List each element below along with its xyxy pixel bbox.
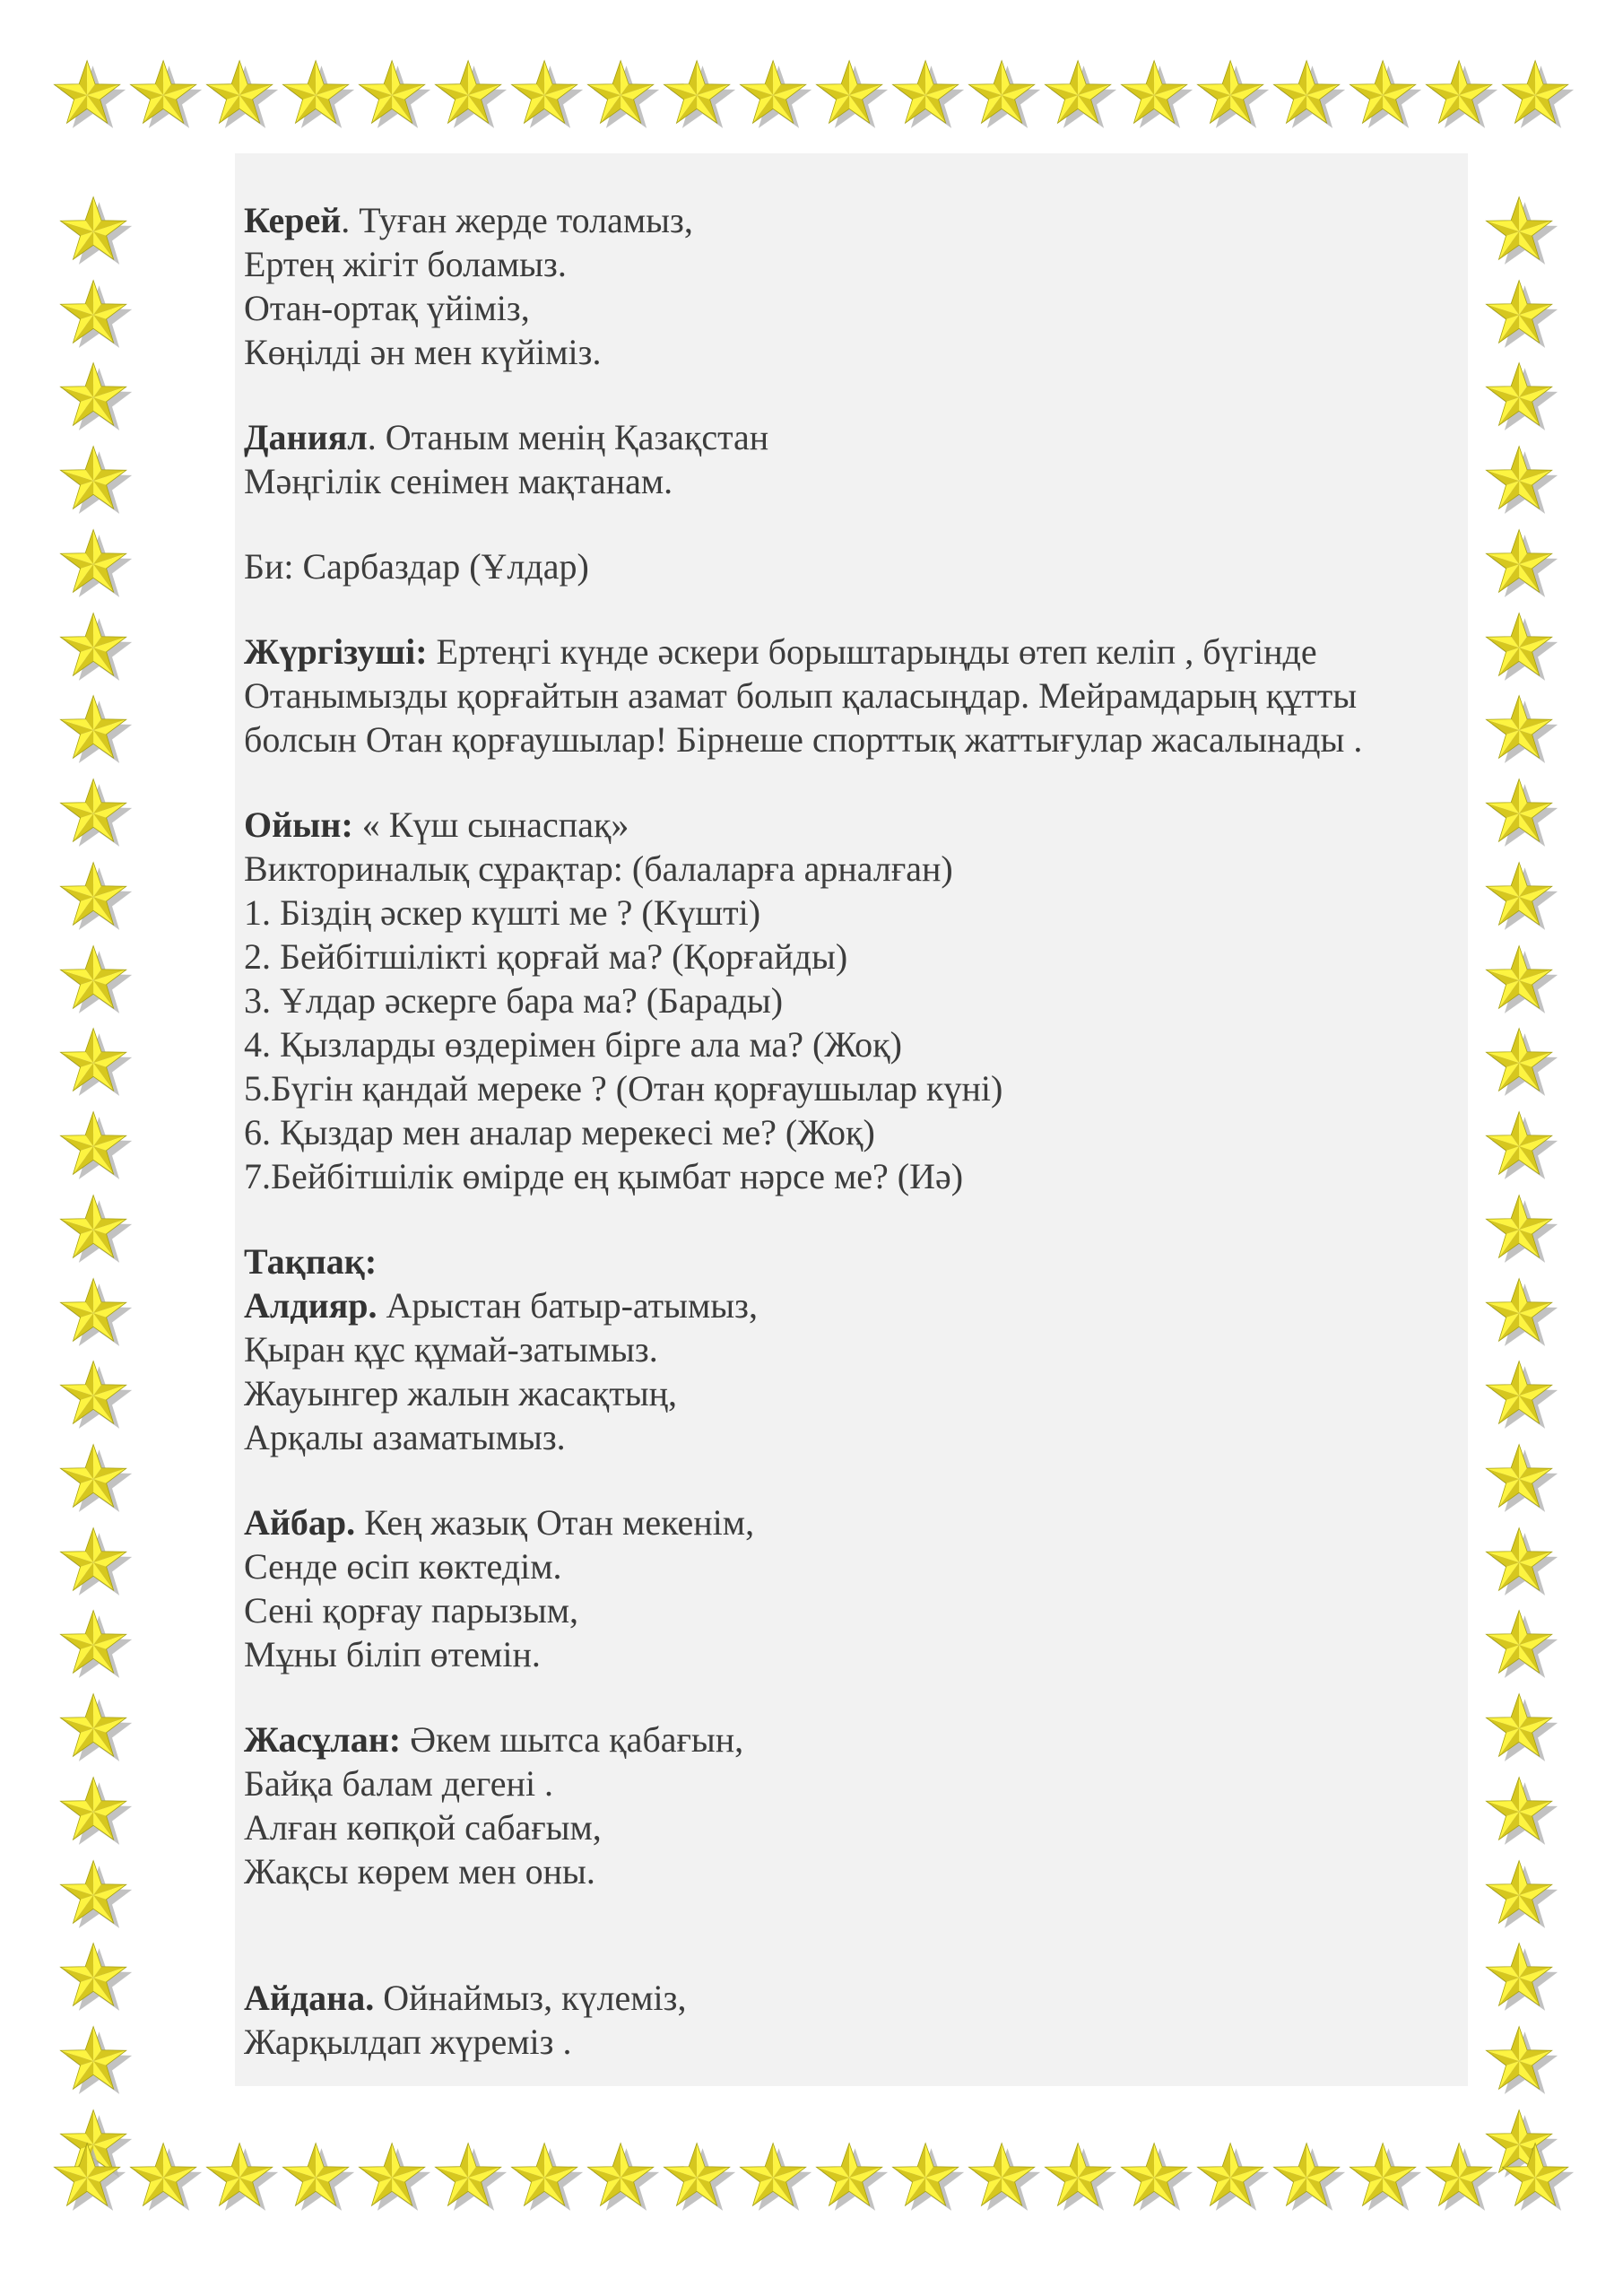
star-icon [1483, 1776, 1559, 1852]
star-icon [57, 1942, 134, 2018]
star-icon [51, 2142, 127, 2218]
star-border-top [51, 59, 1575, 136]
star-icon [127, 59, 204, 135]
star-icon [1483, 279, 1559, 355]
star-icon [57, 1443, 134, 1519]
star-icon [57, 196, 134, 272]
star-icon [1499, 2142, 1575, 2218]
text-line: 1. Біздің әскер күшті ме ? (Күшті) [244, 892, 761, 933]
star-icon [57, 1194, 134, 1270]
text-line: Қыран құс құмай-затымыз. [244, 1329, 658, 1370]
text-block [244, 415, 1436, 503]
star-icon [1194, 59, 1271, 135]
star-icon [890, 59, 966, 135]
star-icon [1483, 2025, 1559, 2101]
speaker-name: Ойын: [244, 804, 353, 845]
star-icon [890, 2142, 966, 2218]
star-icon [1483, 196, 1559, 272]
star-icon [57, 279, 134, 355]
speaker-name: Алдияр. [244, 1285, 378, 1326]
text-line: Керей. Туған жерде толамыз, [244, 200, 693, 240]
star-icon [1483, 1609, 1559, 1685]
speaker-name: Даниял [244, 417, 368, 457]
text-line: Жасұлан: Әкем шытса қабағын, [244, 1719, 744, 1760]
star-icon [57, 1776, 134, 1852]
text-line: Жауынгер жалын жасақтың, [244, 1373, 678, 1413]
star-icon [1483, 1526, 1559, 1603]
star-icon [432, 59, 508, 135]
star-icon [51, 59, 127, 135]
text-block [244, 630, 1436, 761]
star-icon [1483, 445, 1559, 521]
text-line: 5.Бүгін қандай мереке ? (Отан қорғаушылар күні) [244, 1068, 1003, 1109]
star-icon [1483, 944, 1559, 1021]
text-line: 6. Қыздар мен аналар мерекесі ме? (Жоқ) [244, 1112, 875, 1152]
star-icon [1483, 694, 1559, 770]
star-icon [57, 861, 134, 937]
star-icon [1483, 778, 1559, 854]
star-icon [280, 2142, 356, 2218]
speaker-name: Жүргізуші: [244, 631, 428, 672]
text-line: Викториналық сұрақтар: (балаларға арналған) [244, 848, 953, 889]
star-icon [1483, 361, 1559, 438]
text-line: Даниял. Отаным менің Қазақстан [244, 417, 769, 457]
star-icon [57, 694, 134, 770]
text-block [244, 803, 1436, 1198]
star-icon [737, 59, 813, 135]
star-icon [57, 361, 134, 438]
star-icon [1483, 1360, 1559, 1436]
star-icon [1042, 2142, 1118, 2218]
star-icon [57, 778, 134, 854]
star-icon [57, 2025, 134, 2101]
speaker-name: Тақпақ: [244, 1241, 378, 1282]
speaker-name: Айдана. [244, 1978, 375, 2018]
star-icon [57, 944, 134, 1021]
star-icon [813, 59, 890, 135]
text-line: 7.Бейбітшілік өмірде ең қымбат нәрсе ме? (Иә) [244, 1156, 964, 1196]
text-line: Айбар. Кең жазық Отан мекенім, [244, 1502, 755, 1543]
star-icon [1423, 59, 1499, 135]
star-icon [813, 2142, 890, 2218]
text-line: Жүргізуші: Ертеңгі күнде әскери борыштарыңды өтеп келіп , бүгінде [244, 631, 1317, 672]
text-line: Жарқылдап жүреміз . [244, 2022, 572, 2062]
text-line: Отанымызды қорғайтын азамат болып қаласыңдар. Мейрамдарың құтты [244, 675, 1358, 716]
star-icon [966, 59, 1042, 135]
text-line: 2. Бейбітшілікті қорғай ма? (Қорғайды) [244, 936, 848, 977]
text-line: Айдана. Ойнаймыз, күлеміз, [244, 1978, 687, 2018]
star-icon [508, 59, 585, 135]
star-icon [1042, 59, 1118, 135]
text-block [244, 1500, 1436, 1676]
text-line: Мұны біліп өтемін. [244, 1634, 541, 1674]
text-line: Сенде өсіп көктедім. [244, 1546, 562, 1587]
star-icon [1483, 1277, 1559, 1353]
text-block [244, 198, 1436, 374]
star-icon [57, 1609, 134, 1685]
star-icon [127, 2142, 204, 2218]
text-line: Жақсы көрем мен оны. [244, 1851, 595, 1892]
speaker-name: Айбар. [244, 1502, 356, 1543]
star-icon [57, 1526, 134, 1603]
star-icon [1483, 1194, 1559, 1270]
star-icon [57, 528, 134, 604]
text-line: Ойын: « Күш сынаспақ» [244, 804, 629, 845]
star-icon [57, 445, 134, 521]
star-icon [204, 2142, 280, 2218]
star-icon [585, 59, 661, 135]
star-icon [1483, 861, 1559, 937]
star-icon [57, 1692, 134, 1769]
text-line [244, 1239, 1436, 1283]
star-icon [661, 59, 737, 135]
star-icon [966, 2142, 1042, 2218]
star-icon [1483, 1443, 1559, 1519]
star-icon [1483, 528, 1559, 604]
script-text [244, 198, 1436, 2064]
star-border-bottom [51, 2142, 1575, 2219]
star-icon [1483, 1027, 1559, 1103]
speaker-name: Керей [244, 200, 342, 240]
star-icon [1194, 2142, 1271, 2218]
star-icon [1118, 2142, 1194, 2218]
star-icon [1483, 1110, 1559, 1187]
star-icon [432, 2142, 508, 2218]
star-icon [356, 2142, 432, 2218]
star-icon [585, 2142, 661, 2218]
text-line: Сені қорғау парызым, [244, 1590, 579, 1631]
star-icon [57, 1277, 134, 1353]
text-line: Көңілді ән мен күйіміз. [244, 332, 602, 372]
star-icon [661, 2142, 737, 2218]
text-line: Алған көпқой сабағым, [244, 1807, 602, 1848]
speaker-name: Жасұлан: [244, 1719, 402, 1760]
star-icon [57, 1110, 134, 1187]
text-line: Ертең жігіт боламыз. [244, 244, 567, 284]
text-block [244, 1976, 1436, 2064]
star-icon [1483, 1942, 1559, 2018]
text-line: Отан-ортақ үйіміз, [244, 288, 530, 328]
star-icon [1271, 2142, 1347, 2218]
star-icon [57, 1360, 134, 1436]
star-icon [1423, 2142, 1499, 2218]
star-icon [280, 59, 356, 135]
star-icon [356, 59, 432, 135]
star-icon [508, 2142, 585, 2218]
star-icon [1483, 612, 1559, 688]
star-icon [1499, 59, 1575, 135]
star-icon [1347, 59, 1423, 135]
text-line: Алдияр. Арыстан батыр-атымыз, [244, 1285, 758, 1326]
star-icon [737, 2142, 813, 2218]
text-line: болсын Отан қорғаушылар! Бірнеше спорттық жаттығулар жасалынады . [244, 719, 1363, 760]
star-icon [57, 1859, 134, 1935]
text-line: Байқа балам дегені . [244, 1763, 554, 1804]
text-line: 3. Ұлдар әскерге бара ма? (Барады) [244, 980, 784, 1021]
star-icon [1271, 59, 1347, 135]
text-block [244, 1239, 1436, 1459]
text-line: Би: Сарбаздар (Ұлдар) [244, 546, 589, 587]
star-icon [204, 59, 280, 135]
text-line: Арқалы азаматымыз. [244, 1417, 566, 1457]
text-block [244, 544, 1436, 588]
text-block [244, 1718, 1436, 1893]
star-border-left [57, 196, 135, 2185]
text-line: Мәңгілік сенімен мақтанам. [244, 461, 673, 501]
star-icon [57, 1027, 134, 1103]
star-icon [1483, 1859, 1559, 1935]
star-border-right [1483, 196, 1560, 2185]
star-icon [1483, 1692, 1559, 1769]
star-icon [57, 612, 134, 688]
text-line: 4. Қызларды өздерімен бірге ала ма? (Жоқ) [244, 1024, 902, 1065]
star-icon [1118, 59, 1194, 135]
star-icon [1347, 2142, 1423, 2218]
